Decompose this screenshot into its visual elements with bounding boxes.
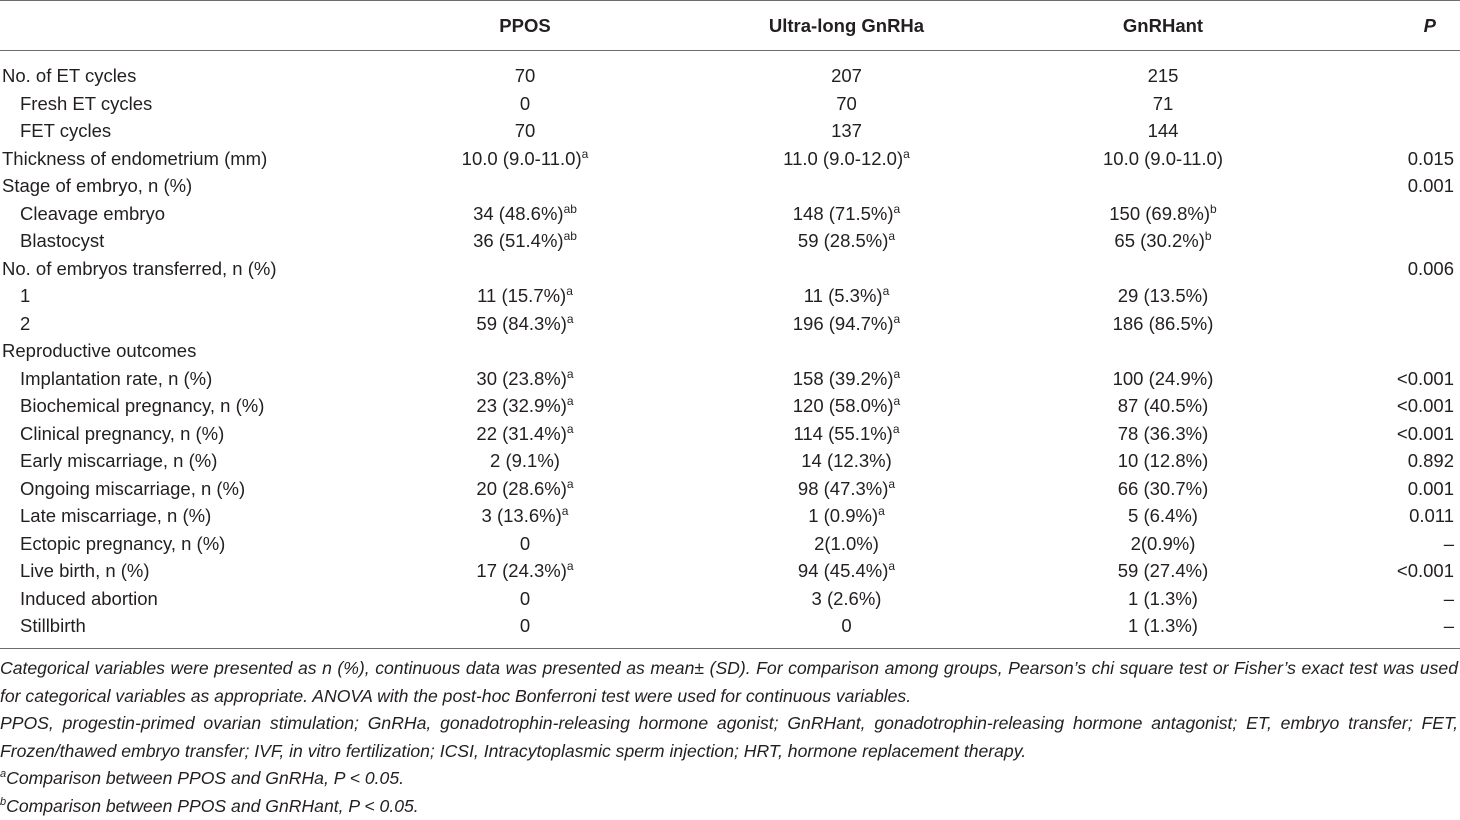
footnote-statistics: Categorical variables were presented as n (%), continuous data was presented as mean± (SD). For comparison among groups, Pearson’s chi square test or Fisher’s exact test was used for categorical variables as appropriate. ANOVA with the post-hoc Bonferroni test were used for continuous variables. xyxy=(0,655,1458,710)
cell-ppos xyxy=(370,392,680,420)
table-body xyxy=(0,62,1460,640)
cell-gnrhant xyxy=(1013,447,1313,475)
cell-ultra-long xyxy=(680,90,1013,118)
cell-p-value xyxy=(1313,392,1460,420)
footnote-a-mark: a xyxy=(0,768,6,780)
row-label: Stillbirth xyxy=(0,612,370,640)
cell-ultra-long xyxy=(680,227,1013,255)
cell-ppos xyxy=(370,145,680,173)
cell-ultra-long xyxy=(680,447,1013,475)
significance-mark: a xyxy=(893,422,900,436)
cell-ultra-long-value: 94 (45.4%) xyxy=(798,560,889,581)
cell-ultra-long-value: 148 (71.5%) xyxy=(793,203,894,224)
table-row xyxy=(0,420,1460,448)
cell-ppos-value: 0 xyxy=(520,588,530,609)
cell-gnrhant xyxy=(1013,200,1313,228)
row-label: Induced abortion xyxy=(0,585,370,613)
cell-ppos-value: 30 (23.8%) xyxy=(476,368,567,389)
significance-mark: ab xyxy=(564,202,577,216)
table-row xyxy=(0,475,1460,503)
cell-ultra-long xyxy=(680,145,1013,173)
cell-ppos xyxy=(370,227,680,255)
cell-ppos xyxy=(370,420,680,448)
significance-mark: a xyxy=(888,477,895,491)
cell-p-value xyxy=(1313,282,1460,310)
row-label: Early miscarriage, n (%) xyxy=(0,447,370,475)
cell-ppos-value: 70 xyxy=(515,65,536,86)
table-row xyxy=(0,557,1460,585)
cell-ppos-value: 3 (13.6%) xyxy=(482,505,562,526)
significance-mark: a xyxy=(878,504,885,518)
footnote-b-text: Comparison between PPOS and GnRHant, P < 0.05. xyxy=(6,796,419,816)
significance-mark: b xyxy=(1210,202,1217,216)
significance-mark: a xyxy=(894,202,901,216)
table-row xyxy=(0,282,1460,310)
cell-gnrhant xyxy=(1013,612,1313,640)
cell-ppos xyxy=(370,447,680,475)
cell-ppos-value: 2 (9.1%) xyxy=(490,450,560,471)
table-footnotes xyxy=(0,655,1458,820)
significance-mark: a xyxy=(888,229,895,243)
table-row xyxy=(0,585,1460,613)
cell-ppos xyxy=(370,530,680,558)
table-row xyxy=(0,612,1460,640)
table-row xyxy=(0,365,1460,393)
cell-ultra-long xyxy=(680,117,1013,145)
row-label: Reproductive outcomes xyxy=(0,337,370,365)
cell-p-value xyxy=(1313,585,1460,613)
cell-p-value-value: 0.001 xyxy=(1408,478,1454,499)
footnote-a-text: Comparison between PPOS and GnRHa, P < 0.05. xyxy=(6,768,404,788)
cell-gnrhant xyxy=(1013,530,1313,558)
cell-ppos xyxy=(370,502,680,530)
significance-mark: a xyxy=(566,284,573,298)
cell-ppos-value: 17 (24.3%) xyxy=(476,560,567,581)
header-p-value: P xyxy=(1313,1,1460,50)
cell-ultra-long-value: 1 (0.9%) xyxy=(808,505,878,526)
cell-ultra-long-value: 2(1.0%) xyxy=(814,533,879,554)
cell-gnrhant xyxy=(1013,365,1313,393)
cell-gnrhant xyxy=(1013,62,1313,90)
cell-p-value-value: <0.001 xyxy=(1397,368,1454,389)
footnote-b xyxy=(0,793,1458,820)
cell-gnrhant-value: 5 (6.4%) xyxy=(1128,505,1198,526)
row-label: Late miscarriage, n (%) xyxy=(0,502,370,530)
cell-p-value xyxy=(1313,117,1460,145)
significance-mark: a xyxy=(582,147,589,161)
cell-p-value xyxy=(1313,172,1460,200)
cell-ultra-long-value: 120 (58.0%) xyxy=(793,395,894,416)
cell-ppos-value: 34 (48.6%) xyxy=(473,203,564,224)
significance-mark: a xyxy=(894,394,901,408)
cell-gnrhant xyxy=(1013,145,1313,173)
cell-gnrhant-value: 144 xyxy=(1148,120,1179,141)
row-label: 2 xyxy=(0,310,370,338)
cell-gnrhant xyxy=(1013,392,1313,420)
cell-ppos xyxy=(370,365,680,393)
cell-ultra-long xyxy=(680,337,1013,365)
cell-p-value-value: – xyxy=(1444,588,1454,609)
cell-gnrhant-value: 1 (1.3%) xyxy=(1128,588,1198,609)
cell-p-value xyxy=(1313,557,1460,585)
cell-ultra-long-value: 158 (39.2%) xyxy=(793,368,894,389)
cell-p-value xyxy=(1313,310,1460,338)
table-row xyxy=(0,447,1460,475)
cell-gnrhant xyxy=(1013,557,1313,585)
cell-ppos-value: 70 xyxy=(515,120,536,141)
cell-ultra-long-value: 196 (94.7%) xyxy=(793,313,894,334)
cell-ppos xyxy=(370,255,680,283)
cell-ultra-long-value: 137 xyxy=(831,120,862,141)
table-row xyxy=(0,502,1460,530)
cell-ppos-value: 10.0 (9.0-11.0) xyxy=(462,148,582,169)
cell-gnrhant-value: 186 (86.5%) xyxy=(1113,313,1214,334)
cell-ultra-long xyxy=(680,502,1013,530)
significance-mark: a xyxy=(567,312,574,326)
significance-mark: a xyxy=(562,504,569,518)
cell-ppos-value: 22 (31.4%) xyxy=(476,423,567,444)
significance-mark: a xyxy=(567,394,574,408)
cell-gnrhant xyxy=(1013,255,1313,283)
row-label: Thickness of endometrium (mm) xyxy=(0,145,370,173)
significance-mark: a xyxy=(894,312,901,326)
header-row xyxy=(0,1,1460,50)
cell-p-value-value: – xyxy=(1444,615,1454,636)
significance-mark: a xyxy=(883,284,890,298)
table-row xyxy=(0,392,1460,420)
row-label: Fresh ET cycles xyxy=(0,90,370,118)
cell-p-value xyxy=(1313,90,1460,118)
cell-ultra-long xyxy=(680,530,1013,558)
row-label: Ongoing miscarriage, n (%) xyxy=(0,475,370,503)
cell-ultra-long xyxy=(680,392,1013,420)
cell-ultra-long-value: 3 (2.6%) xyxy=(812,588,882,609)
cell-gnrhant xyxy=(1013,310,1313,338)
cell-ultra-long xyxy=(680,365,1013,393)
cell-ppos xyxy=(370,475,680,503)
table-row xyxy=(0,227,1460,255)
table-header xyxy=(0,1,1460,50)
cell-gnrhant-value: 2(0.9%) xyxy=(1131,533,1196,554)
cell-gnrhant-value: 78 (36.3%) xyxy=(1118,423,1209,444)
cell-ppos xyxy=(370,200,680,228)
cell-p-value-value: 0.011 xyxy=(1409,505,1454,526)
cell-ppos xyxy=(370,557,680,585)
cell-p-value xyxy=(1313,200,1460,228)
cell-ultra-long xyxy=(680,557,1013,585)
cell-p-value xyxy=(1313,227,1460,255)
cell-gnrhant-value: 87 (40.5%) xyxy=(1118,395,1209,416)
footnote-abbreviations: PPOS, progestin-primed ovarian stimulation; GnRHa, gonadotrophin-releasing hormone agonist; GnRHant, gonadotrophin-releasing hormone antagonist; ET, embryo transfer; FET, Frozen/thawed embryo transfer; IVF, in vitro fertilization; ICSI, Intracytoplasmic sperm injection; HRT, hormone replacement therapy. xyxy=(0,710,1458,765)
cell-ppos xyxy=(370,62,680,90)
cell-ultra-long-value: 207 xyxy=(831,65,862,86)
cell-ultra-long xyxy=(680,475,1013,503)
cell-gnrhant-value: 29 (13.5%) xyxy=(1118,285,1209,306)
significance-mark: b xyxy=(1205,229,1212,243)
cell-gnrhant xyxy=(1013,90,1313,118)
significance-mark: ab xyxy=(564,229,577,243)
cell-ppos-value: 0 xyxy=(520,615,530,636)
cell-gnrhant xyxy=(1013,585,1313,613)
cell-gnrhant xyxy=(1013,117,1313,145)
row-label: No. of ET cycles xyxy=(0,62,370,90)
cell-p-value-value: 0.892 xyxy=(1408,450,1454,471)
cell-p-value-value: 0.006 xyxy=(1408,258,1454,279)
cell-ultra-long-value: 11.0 (9.0-12.0) xyxy=(783,148,903,169)
row-label: Clinical pregnancy, n (%) xyxy=(0,420,370,448)
table-row xyxy=(0,530,1460,558)
cell-p-value xyxy=(1313,612,1460,640)
cell-ultra-long xyxy=(680,172,1013,200)
table-row xyxy=(0,337,1460,365)
cell-gnrhant xyxy=(1013,172,1313,200)
cell-p-value-value: 0.001 xyxy=(1408,175,1454,196)
significance-mark: a xyxy=(903,147,910,161)
cell-ppos xyxy=(370,117,680,145)
cell-gnrhant xyxy=(1013,282,1313,310)
cell-gnrhant-value: 215 xyxy=(1148,65,1179,86)
cell-ultra-long-value: 14 (12.3%) xyxy=(801,450,892,471)
cell-ppos-value: 23 (32.9%) xyxy=(476,395,567,416)
cell-p-value xyxy=(1313,62,1460,90)
row-label: Cleavage embryo xyxy=(0,200,370,228)
cell-p-value xyxy=(1313,502,1460,530)
cell-ultra-long xyxy=(680,255,1013,283)
cell-ppos xyxy=(370,612,680,640)
cell-gnrhant-value: 59 (27.4%) xyxy=(1118,560,1209,581)
cell-ppos-value: 0 xyxy=(520,533,530,554)
cell-p-value-value: <0.001 xyxy=(1397,423,1454,444)
significance-mark: a xyxy=(567,367,574,381)
cell-ppos xyxy=(370,585,680,613)
header-label xyxy=(0,1,370,50)
table-row xyxy=(0,255,1460,283)
table-row xyxy=(0,117,1460,145)
cell-p-value-value: – xyxy=(1444,533,1454,554)
cell-gnrhant-value: 71 xyxy=(1153,93,1174,114)
cell-ppos-value: 11 (15.7%) xyxy=(477,285,566,306)
bottom-rule xyxy=(0,648,1460,649)
cell-gnrhant-value: 150 (69.8%) xyxy=(1109,203,1210,224)
cell-ultra-long xyxy=(680,282,1013,310)
cell-gnrhant xyxy=(1013,337,1313,365)
cell-p-value-value: 0.015 xyxy=(1408,148,1454,169)
row-label: Stage of embryo, n (%) xyxy=(0,172,370,200)
cell-gnrhant-value: 100 (24.9%) xyxy=(1113,368,1214,389)
cell-p-value xyxy=(1313,337,1460,365)
cell-ultra-long xyxy=(680,612,1013,640)
cell-ultra-long-value: 11 (5.3%) xyxy=(804,285,883,306)
cell-gnrhant-value: 10.0 (9.0-11.0) xyxy=(1103,148,1223,169)
cell-ultra-long xyxy=(680,585,1013,613)
significance-mark: a xyxy=(894,367,901,381)
cell-ultra-long xyxy=(680,62,1013,90)
cell-ultra-long-value: 114 (55.1%) xyxy=(793,423,892,444)
significance-mark: a xyxy=(567,559,574,573)
cell-ppos xyxy=(370,282,680,310)
cell-p-value xyxy=(1313,365,1460,393)
table-row xyxy=(0,90,1460,118)
cell-p-value-value: <0.001 xyxy=(1397,560,1454,581)
footnote-a xyxy=(0,765,1458,793)
cell-p-value xyxy=(1313,145,1460,173)
row-label: Live birth, n (%) xyxy=(0,557,370,585)
cell-ultra-long xyxy=(680,420,1013,448)
table-row xyxy=(0,200,1460,228)
cell-gnrhant xyxy=(1013,420,1313,448)
cell-p-value xyxy=(1313,475,1460,503)
cell-p-value-value: <0.001 xyxy=(1397,395,1454,416)
cell-ppos-value: 59 (84.3%) xyxy=(476,313,567,334)
cell-ultra-long xyxy=(680,200,1013,228)
cell-p-value xyxy=(1313,420,1460,448)
row-label: Implantation rate, n (%) xyxy=(0,365,370,393)
header-ultra-long: Ultra-long GnRHa xyxy=(680,1,1013,50)
table-row xyxy=(0,145,1460,173)
table-row xyxy=(0,62,1460,90)
cell-ultra-long-value: 0 xyxy=(841,615,851,636)
cell-ppos-value: 0 xyxy=(520,93,530,114)
cell-gnrhant xyxy=(1013,227,1313,255)
cell-ppos xyxy=(370,90,680,118)
cell-p-value xyxy=(1313,255,1460,283)
header-ppos: PPOS xyxy=(370,1,680,50)
cell-ppos xyxy=(370,310,680,338)
cell-ultra-long-value: 70 xyxy=(836,93,857,114)
cell-ultra-long-value: 98 (47.3%) xyxy=(798,478,889,499)
row-label: Ectopic pregnancy, n (%) xyxy=(0,530,370,558)
cell-ultra-long xyxy=(680,310,1013,338)
footnote-b-mark: b xyxy=(0,796,6,808)
row-label: No. of embryos transferred, n (%) xyxy=(0,255,370,283)
significance-mark: a xyxy=(888,559,895,573)
header-rule xyxy=(0,50,1460,51)
row-label: Biochemical pregnancy, n (%) xyxy=(0,392,370,420)
cell-ppos xyxy=(370,337,680,365)
cell-p-value xyxy=(1313,530,1460,558)
row-label: 1 xyxy=(0,282,370,310)
significance-mark: a xyxy=(567,477,574,491)
row-label: Blastocyst xyxy=(0,227,370,255)
cell-ppos-value: 20 (28.6%) xyxy=(476,478,567,499)
significance-mark: a xyxy=(567,422,574,436)
cell-gnrhant-value: 1 (1.3%) xyxy=(1128,615,1198,636)
table-row xyxy=(0,172,1460,200)
header-gnrhant: GnRHant xyxy=(1013,1,1313,50)
cell-gnrhant-value: 65 (30.2%) xyxy=(1114,230,1205,251)
table-row xyxy=(0,310,1460,338)
row-label: FET cycles xyxy=(0,117,370,145)
cell-ppos-value: 36 (51.4%) xyxy=(473,230,564,251)
cell-gnrhant xyxy=(1013,502,1313,530)
cell-ultra-long-value: 59 (28.5%) xyxy=(798,230,889,251)
cell-p-value xyxy=(1313,447,1460,475)
cell-gnrhant-value: 10 (12.8%) xyxy=(1118,450,1209,471)
cell-ppos xyxy=(370,172,680,200)
cell-gnrhant-value: 66 (30.7%) xyxy=(1118,478,1209,499)
cell-gnrhant xyxy=(1013,475,1313,503)
